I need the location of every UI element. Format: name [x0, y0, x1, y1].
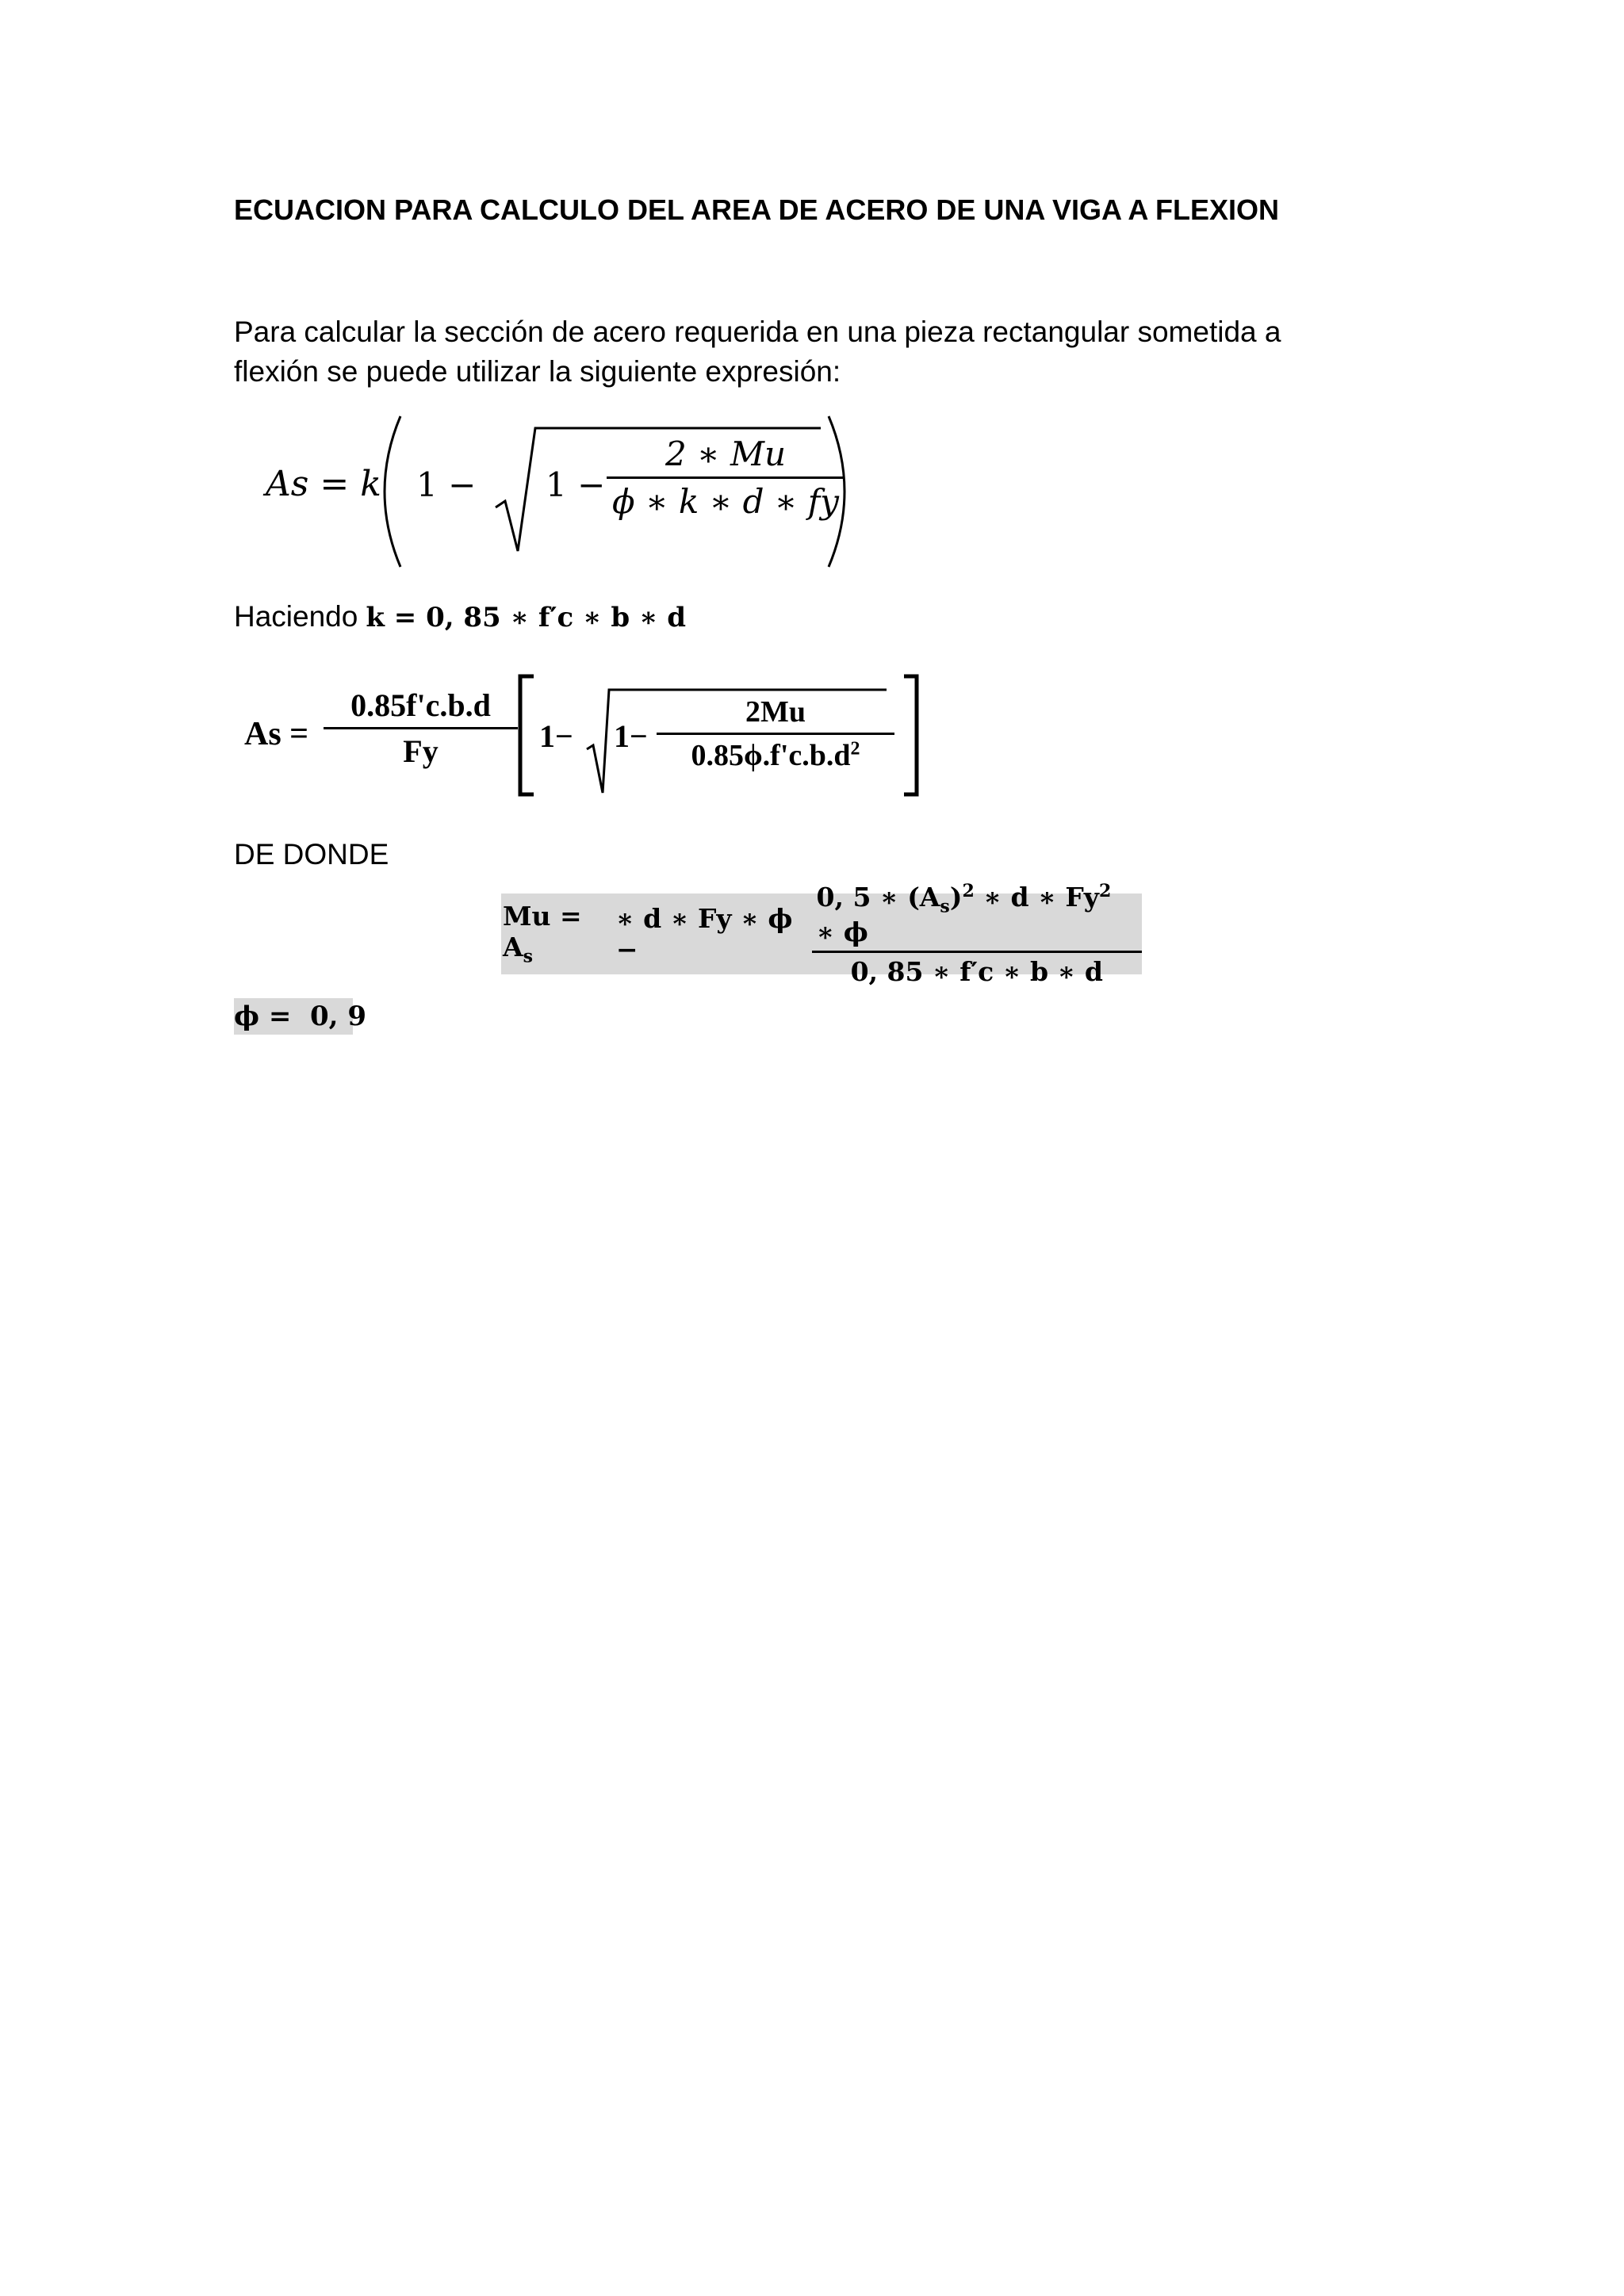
eq3-fraction — [812, 881, 1142, 988]
eq3-middle: ∗ d ∗ Fy ∗ ϕ − — [615, 903, 793, 965]
eq3-num-c: ∗ d ∗ Fy — [974, 881, 1099, 913]
eq3-lhs-text: Mu = A — [503, 901, 582, 963]
eq2-inner-numerator: 2Mu — [745, 695, 806, 729]
eq2-one-minus-inner: 1− — [614, 718, 648, 754]
haciendo-line — [234, 600, 686, 633]
eq3-numerator — [812, 881, 1142, 951]
eq3-num-sup1: 2 — [962, 880, 975, 901]
eq2-lhs: As = — [244, 716, 309, 752]
eq1-fraction — [607, 434, 845, 521]
eq2-inner-denominator-wrap — [686, 735, 864, 773]
haciendo-label: Haciendo — [234, 600, 358, 633]
intro-line-1: Para calcular la sección de acero requerida en una pieza rectangular sometida a — [234, 316, 1281, 348]
phi-text: ϕ = 0, 9 — [234, 1001, 366, 1032]
intro-paragraph — [234, 312, 1423, 392]
eq3-lhs — [503, 901, 610, 967]
equation-as-expanded — [244, 674, 926, 801]
eq2-exponent: 2 — [850, 738, 860, 760]
phi-value — [234, 998, 366, 1035]
intro-line-2: flexión se puede utilizar la siguiente expresión: — [234, 355, 841, 388]
eq3-num-sup2: 2 — [1098, 880, 1112, 901]
equation-as-k — [266, 412, 852, 571]
de-donde-label: DE DONDE — [234, 838, 389, 871]
eq1-numerator: 2 ∗ Mu — [665, 434, 787, 473]
eq3-num-b: ) — [949, 881, 963, 913]
eq3-denominator: 0, 85 ∗ f′c ∗ b ∗ d — [850, 956, 1103, 988]
eq2-denominator: Fy — [403, 733, 439, 769]
eq3-lhs-sub: s — [523, 946, 533, 967]
eq2-inner-denominator: 0.85ϕ.f'c.b.d — [691, 739, 851, 772]
eq2-outer-fraction — [324, 687, 518, 770]
eq3-num-sub: s — [940, 896, 950, 917]
eq3-num-d: ∗ ϕ — [816, 916, 868, 948]
eq2-one-minus-outer: 1− — [539, 718, 573, 754]
eq2-inner-fraction — [657, 695, 894, 773]
eq1-denominator: ϕ ∗ k ∗ d ∗ fy — [612, 482, 839, 521]
eq2-numerator: 0.85f'c.b.d — [350, 687, 491, 723]
eq1-one-minus-outer: 1 − — [416, 465, 477, 504]
eq3-num-a: 0, 5 ∗ (A — [816, 881, 940, 913]
page-title: ECUACION PARA CALCULO DEL AREA DE ACERO DE UNA VIGA A FLEXION — [234, 193, 1280, 226]
equation-mu — [501, 880, 1142, 988]
eq1-one-minus-inner: 1 − — [546, 465, 606, 504]
haciendo-formula: k = 0, 85 ∗ f′c ∗ b ∗ d — [366, 602, 687, 633]
eq1-lhs: As = k — [266, 464, 381, 504]
